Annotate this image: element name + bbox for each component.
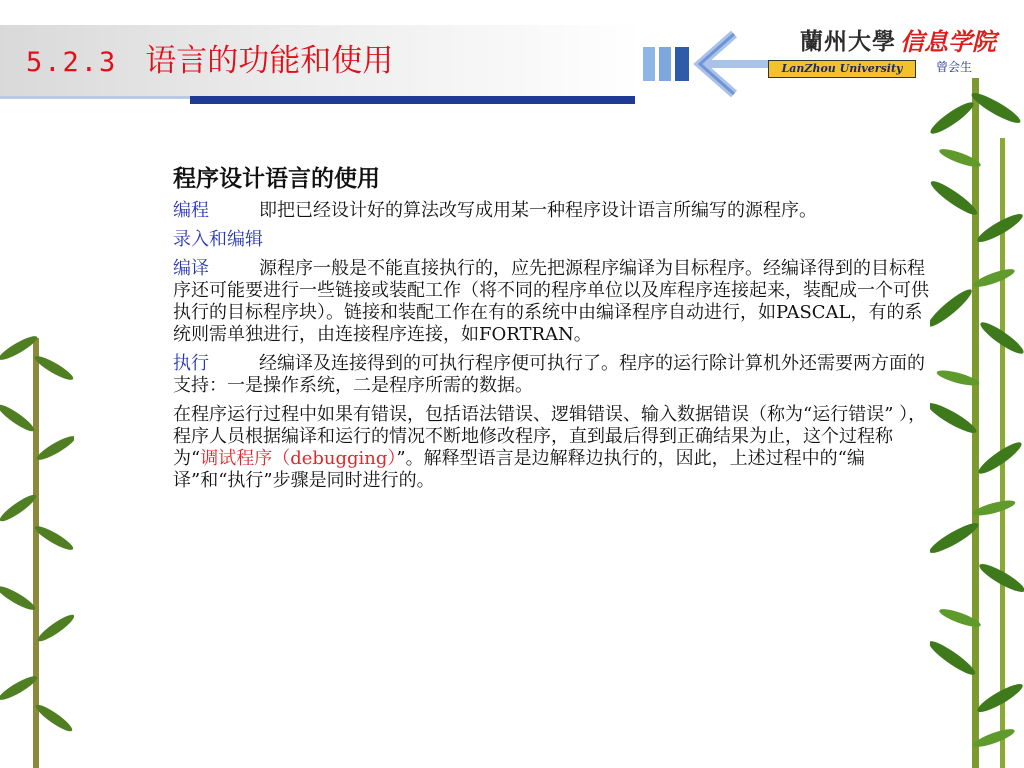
bamboo-right-icon	[930, 78, 1024, 768]
section-title: 语言的功能和使用	[145, 43, 394, 79]
header-rule-dark	[190, 96, 635, 104]
university-name-cn: 蘭州大學	[800, 28, 896, 55]
paragraph-execute	[173, 353, 929, 397]
paragraph-text: 源程序一般是不能直接执行的，应先把源程序编译为目标程序。经编译得到的目标程序还可能要进行一些链接或装配工作（将不同的程序单位以及库程序连接起来，装配成一个可供执行的目标程序块）。链接和装配工作在有的系统中由编译程序自动进行，如PASCAL，有的系统则需单独进行，由连接程序连接，如FORTRAN。	[173, 258, 929, 345]
paragraph-programming	[173, 200, 929, 222]
paragraph-input-edit	[173, 229, 929, 251]
content-heading: 程序设计语言的使用	[173, 166, 380, 192]
term-label: 执行	[173, 353, 209, 374]
paragraph-text: 即把已经设计好的算法改写成用某一种程序设计语言所编写的源程序。	[259, 200, 817, 221]
university-name-en: LanZhou University	[768, 60, 916, 78]
paragraph-compile	[173, 258, 929, 346]
main-content	[173, 162, 929, 499]
debugging-highlight: 调试程序（debugging）	[200, 448, 397, 469]
paragraph-text: ”。解释型语言是边解释边执行的，因此，上述过程中的“编译”和“执行”步骤是同时进行的。	[173, 448, 865, 491]
term-label: 录入和编辑	[173, 229, 263, 250]
logo-bars-icon	[643, 47, 691, 81]
section-number: 5.2.3	[26, 47, 118, 78]
paragraph-text: 在程序运行过程中如果有错误，包括语法错误、逻辑错误、输入数据错误（称为“运行错误” ），程序人员根据编译和运行的情况不断地修改程序，直到最后得到正确结果为止，这个过程称为“	[173, 404, 927, 469]
bamboo-left-icon	[0, 328, 74, 768]
term-label: 编程	[173, 200, 209, 221]
paragraph-text: 经编译及连接得到的可执行程序便可执行了。程序的运行除计算机外还需要两方面的支持：一是操作系统，二是程序所需的数据。	[173, 353, 925, 396]
author-name: 曾会生	[936, 60, 973, 74]
school-name-cn: 信息学院	[900, 28, 996, 56]
page-title	[26, 36, 393, 86]
paragraph-debugging	[173, 404, 929, 492]
term-label: 编译	[173, 258, 209, 279]
